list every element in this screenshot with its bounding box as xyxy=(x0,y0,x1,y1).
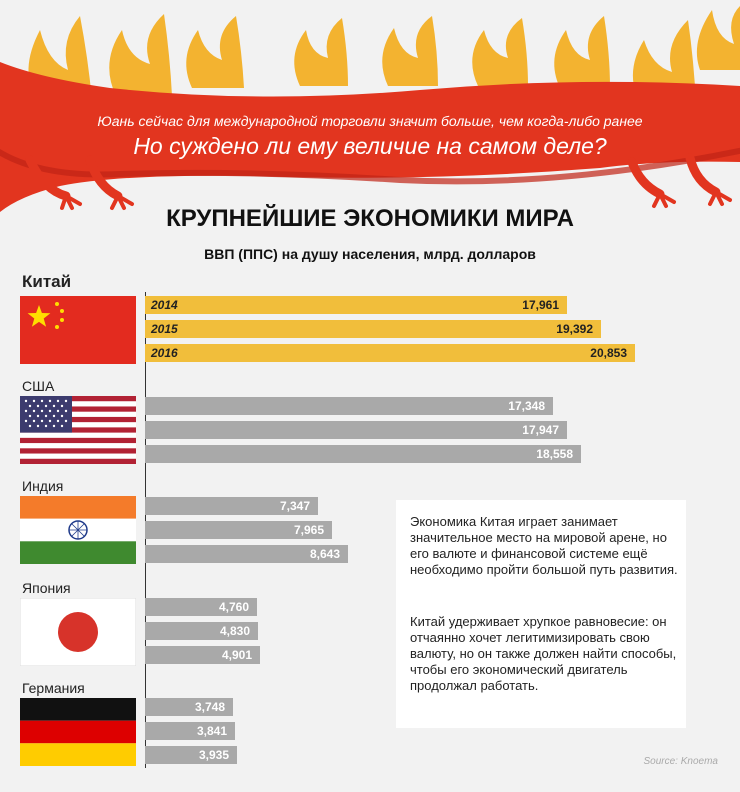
bar-usa-2016 xyxy=(145,445,581,463)
value-label: 20,853 xyxy=(590,346,627,360)
value-label: 19,392 xyxy=(556,322,593,336)
country-label-usa: США xyxy=(22,378,55,394)
bar-japan-2015 xyxy=(145,622,258,640)
value-label: 7,965 xyxy=(293,523,324,537)
value-label: 17,348 xyxy=(508,399,545,413)
year-label: 2014 xyxy=(151,298,178,312)
bar-germany-2015 xyxy=(145,722,235,740)
value-label: 3,841 xyxy=(196,724,227,738)
country-label-japan: Япония xyxy=(22,580,71,596)
bar-usa-2014 xyxy=(145,397,553,415)
value-label: 18,558 xyxy=(536,447,573,461)
bar-china-2014 xyxy=(145,296,567,314)
india-flag xyxy=(20,496,136,564)
year-label: 2015 xyxy=(151,322,178,336)
bar-germany-2016 xyxy=(145,746,237,764)
bar-india-2016 xyxy=(145,545,348,563)
bar-india-2014 xyxy=(145,497,318,515)
source-label: Source: Knoema xyxy=(643,756,718,767)
note-paragraph-2: Китай удерживает хрупкое равновесие: он отчаянно хочет легитимизировать свою валюту, но он также должен найти способы, чтобы его экономический двигатель продолжал работать. xyxy=(410,614,677,693)
value-label: 4,760 xyxy=(218,600,249,614)
header-question: Но суждено ли ему величие на самом деле? xyxy=(133,133,607,159)
country-label-india: Индия xyxy=(22,478,64,494)
chart-subtitle: ВВП (ППС) на душу населения, млрд. долларов xyxy=(204,246,536,262)
bar-usa-2015 xyxy=(145,421,567,439)
germany-flag xyxy=(20,698,136,766)
value-label: 3,935 xyxy=(198,748,229,762)
value-label: 17,961 xyxy=(522,298,559,312)
value-label: 17,947 xyxy=(522,423,559,437)
bar-germany-2014 xyxy=(145,698,233,716)
chart-title: КРУПНЕЙШИЕ ЭКОНОМИКИ МИРА xyxy=(166,205,574,232)
value-label: 7,347 xyxy=(279,499,310,513)
usa-flag xyxy=(20,396,136,464)
bar-japan-2014 xyxy=(145,598,257,616)
header-subtitle: Юань сейчас для международной торговли значит больше, чем когда-либо ранее xyxy=(97,113,643,129)
bar-japan-2016 xyxy=(145,646,260,664)
note-box xyxy=(396,500,686,728)
value-label: 8,643 xyxy=(309,547,340,561)
china-flag xyxy=(20,296,136,364)
japan-flag xyxy=(20,598,136,666)
bar-china-2016 xyxy=(145,344,635,362)
country-label-germany: Германия xyxy=(22,680,85,696)
bar-india-2015 xyxy=(145,521,332,539)
country-label-china: Китай xyxy=(22,272,72,291)
year-label: 2016 xyxy=(151,346,178,360)
value-label: 4,830 xyxy=(219,624,250,638)
note-paragraph-1: Экономика Китая играет занимает значительное место на мировой арене, но его валюте и финансовой системе ещё необходимо пройти большой путь развития. xyxy=(410,514,678,577)
bar-china-2015 xyxy=(145,320,601,338)
value-label: 3,748 xyxy=(194,700,225,714)
value-label: 4,901 xyxy=(221,648,252,662)
